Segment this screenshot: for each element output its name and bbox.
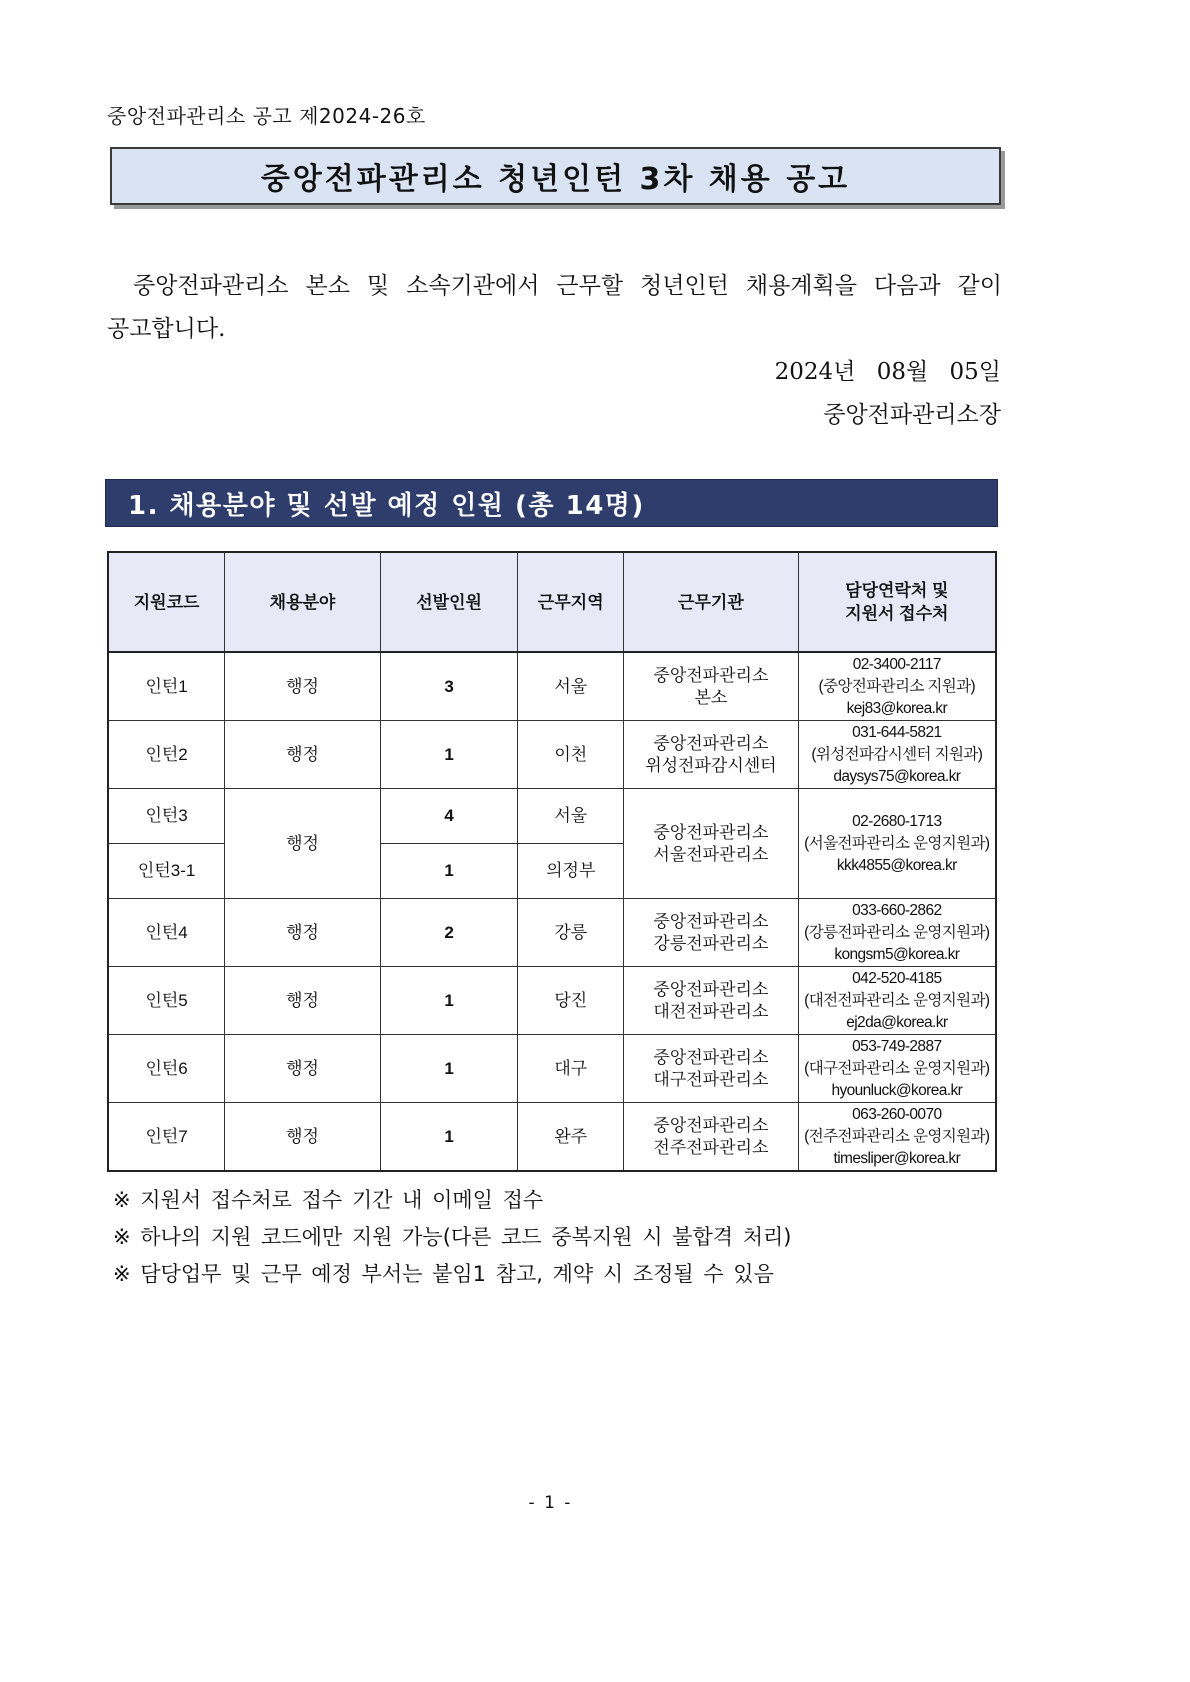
cell-code: 인턴2 [108, 721, 225, 789]
org-line2: 전주전파관리소 [653, 1137, 769, 1157]
contact-phone: 02-3400-2117 [852, 655, 941, 673]
org-line1: 중앙전파관리소 [653, 733, 769, 753]
cell-org [624, 1103, 799, 1172]
cell-region: 대구 [518, 1035, 624, 1103]
cell-contact [798, 1103, 996, 1172]
header-org: 근무기관 [624, 552, 799, 652]
cell-region: 의정부 [518, 844, 624, 899]
org-line1: 중앙전파관리소 [653, 979, 769, 999]
header-contact [798, 552, 996, 652]
header-region: 근무지역 [518, 552, 624, 652]
note-item: ※ 하나의 지원 코드에만 지원 가능(다른 코드 중복지원 시 불합격 처리) [113, 1225, 792, 1249]
cell-contact [798, 652, 996, 721]
contact-dept: (대구전파관리소 운영지원과) [804, 1059, 990, 1077]
contact-dept: (서울전파관리소 운영지원과) [804, 834, 990, 852]
cell-contact [798, 899, 996, 967]
org-line1: 중앙전파관리소 [653, 1115, 769, 1135]
contact-dept: (중앙전파관리소 지원과) [818, 677, 976, 695]
org-line1: 중앙전파관리소 [653, 911, 769, 931]
cell-count: 1 [380, 721, 518, 789]
cell-region: 서울 [518, 789, 624, 844]
title-box [110, 147, 1001, 205]
cell-code: 인턴5 [108, 967, 225, 1035]
org-line2: 대구전파관리소 [653, 1069, 769, 1089]
cell-code: 인턴6 [108, 1035, 225, 1103]
cell-field: 행정 [225, 899, 381, 967]
cell-field: 행정 [225, 1103, 381, 1172]
table-row [108, 721, 996, 789]
org-line2: 위성전파감시센터 [645, 755, 777, 775]
contact-dept: (대전전파관리소 운영지원과) [804, 991, 990, 1009]
intro-text: 중앙전파관리소 본소 및 소속기관에서 근무할 청년인턴 채용계획을 다음과 같이 공고합니다. [107, 273, 1002, 342]
table-row [108, 1035, 996, 1103]
cell-field: 행정 [225, 721, 381, 789]
contact-phone: 033-660-2862 [852, 901, 942, 919]
cell-org [624, 899, 799, 967]
cell-region: 강릉 [518, 899, 624, 967]
contact-phone: 053-749-2887 [852, 1037, 942, 1055]
contact-email[interactable]: daysys75@korea.kr [833, 767, 961, 785]
header-count: 선발인원 [380, 552, 518, 652]
note-item: ※ 담당업무 및 근무 예정 부서는 붙임1 참고, 계약 시 조정될 수 있음 [113, 1262, 774, 1286]
contact-phone: 042-520-4185 [852, 969, 942, 987]
cell-org [624, 1035, 799, 1103]
contact-phone: 031-644-5821 [852, 723, 942, 741]
cell-region: 당진 [518, 967, 624, 1035]
cell-count: 1 [380, 967, 518, 1035]
cell-field: 행정 [225, 652, 381, 721]
contact-phone: 063-260-0070 [852, 1105, 942, 1123]
org-line1: 중앙전파관리소 [653, 1047, 769, 1067]
org-line1: 중앙전파관리소 [653, 822, 769, 842]
contact-email[interactable]: kongsm5@korea.kr [834, 945, 960, 963]
contact-email[interactable]: ej2da@korea.kr [846, 1013, 948, 1031]
cell-contact [798, 967, 996, 1035]
table-row [108, 967, 996, 1035]
org-line1: 중앙전파관리소 [653, 665, 769, 685]
recruitment-table [107, 551, 997, 1172]
table-row [108, 1103, 996, 1172]
cell-count: 1 [380, 1103, 518, 1172]
contact-dept: (전주전파관리소 운영지원과) [804, 1127, 990, 1145]
org-line2: 본소 [694, 687, 728, 707]
cell-region: 이천 [518, 721, 624, 789]
cell-region: 완주 [518, 1103, 624, 1172]
cell-code: 인턴3 [108, 789, 225, 844]
cell-code: 인턴7 [108, 1103, 225, 1172]
cell-org [624, 789, 799, 899]
contact-phone: 02-2680-1713 [852, 812, 942, 830]
header-code: 지원코드 [108, 552, 225, 652]
note-item: ※ 지원서 접수처로 접수 기간 내 이메일 접수 [113, 1188, 544, 1212]
cell-contact [798, 1035, 996, 1103]
cell-count: 4 [380, 789, 518, 844]
cell-count: 3 [380, 652, 518, 721]
cell-field: 행정 [225, 789, 381, 899]
contact-email[interactable]: hyounluck@korea.kr [831, 1081, 963, 1099]
section-header-1 [105, 479, 998, 527]
table-row [108, 652, 996, 721]
cell-count: 1 [380, 1035, 518, 1103]
cell-org [624, 967, 799, 1035]
org-line2: 강릉전파관리소 [653, 933, 769, 953]
cell-code: 인턴1 [108, 652, 225, 721]
section-title-1: 1. 채용분야 및 선발 예정 인원 (총 14명) [128, 490, 645, 521]
contact-email[interactable]: kej83@korea.kr [846, 699, 948, 717]
contact-dept: (위성전파감시센터 지원과) [811, 745, 983, 763]
cell-code: 인턴4 [108, 899, 225, 967]
contact-email[interactable]: kkk4855@korea.kr [836, 856, 957, 874]
table-header-row [108, 552, 996, 652]
header-field: 채용분야 [225, 552, 381, 652]
notice-number: 중앙전파관리소 공고 제2024-26호 [107, 104, 426, 128]
contact-dept: (강릉전파관리소 운영지원과) [804, 923, 990, 941]
org-line2: 서울전파관리소 [653, 844, 769, 864]
intro-paragraph [107, 265, 1002, 351]
cell-contact [798, 721, 996, 789]
cell-field: 행정 [225, 1035, 381, 1103]
cell-org [624, 721, 799, 789]
notice-date: 2024년 08월 05일 [774, 359, 1001, 385]
cell-count: 2 [380, 899, 518, 967]
org-line2: 대전전파관리소 [653, 1001, 769, 1021]
table-row [108, 899, 996, 967]
notes-list [113, 1182, 791, 1293]
cell-org [624, 652, 799, 721]
cell-count: 1 [380, 844, 518, 899]
contact-email[interactable]: timesliper@korea.kr [833, 1149, 961, 1167]
cell-field: 행정 [225, 967, 381, 1035]
cell-region: 서울 [518, 652, 624, 721]
table-row [108, 789, 996, 844]
cell-contact [798, 789, 996, 899]
header-contact-line1: 담당연락처 및 [845, 581, 949, 600]
page-number: - 1 - [528, 1493, 573, 1513]
issuer-name: 중앙전파관리소장 [823, 402, 1001, 428]
header-contact-line2: 지원서 접수처 [845, 604, 949, 623]
page-title: 중앙전파관리소 청년인턴 3차 채용 공고 [260, 162, 851, 197]
cell-code: 인턴3-1 [108, 844, 225, 899]
